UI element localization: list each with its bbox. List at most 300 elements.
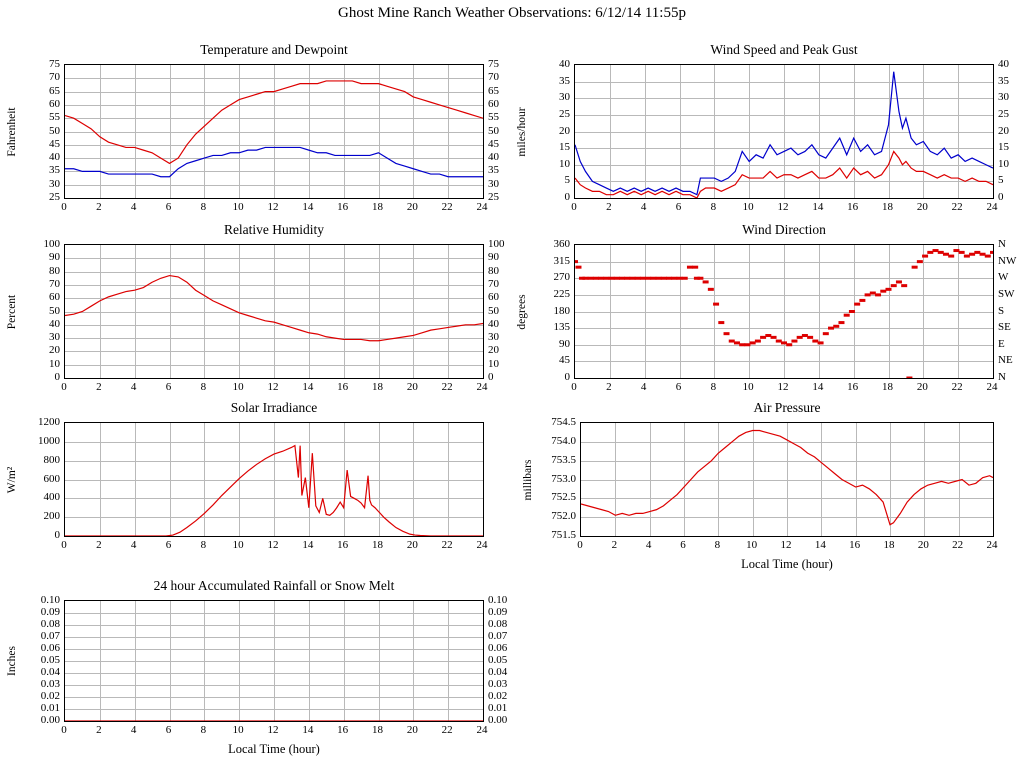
data-marker: [870, 292, 876, 295]
x-tick-label: 24: [986, 539, 998, 551]
data-marker: [776, 340, 782, 343]
x-tick-label: 10: [742, 201, 754, 213]
y-tick-label-left: 90: [49, 251, 60, 264]
y-axis-label-wind_direction: degrees: [516, 293, 528, 330]
y-tick-label-right: E: [998, 337, 1005, 350]
y-tick-label-left: 600: [43, 472, 60, 485]
data-marker: [682, 277, 688, 280]
x-tick-label: 24: [476, 539, 488, 551]
series-line-peak-gust: [575, 72, 993, 195]
y-tick-label-right: 0.00: [488, 714, 508, 726]
x-tick-label: 14: [814, 539, 826, 551]
y-axis-label-wind_speed: miles/hour: [516, 106, 528, 157]
chart-panel-humidity: [6, 222, 508, 393]
chart-title-solar: Solar Irradiance: [230, 400, 318, 415]
plot-area-rainfall: [64, 600, 484, 722]
y-tick-label-right: 10: [998, 157, 1009, 170]
x-tick-label: 8: [200, 539, 207, 551]
data-marker: [938, 251, 944, 254]
x-tick-label: 6: [165, 201, 172, 213]
x-tick-label: 14: [812, 381, 824, 393]
data-marker: [645, 277, 651, 280]
series-line-relative-humidity: [65, 276, 483, 341]
data-marker: [802, 334, 808, 337]
y-tick-label-left: 65: [49, 84, 60, 97]
x-tick-label: 22: [441, 381, 453, 393]
y-tick-label-right: 35: [488, 164, 499, 177]
x-tick-label: 24: [476, 381, 488, 393]
data-marker: [661, 277, 667, 280]
data-marker: [844, 314, 850, 317]
data-marker: [697, 277, 703, 280]
y-tick-label-left: 30: [49, 331, 60, 344]
plot-area-wind_direction: [574, 244, 994, 379]
y-tick-label-left: 200: [43, 510, 60, 523]
x-tick-label: 6: [675, 381, 682, 393]
data-marker: [974, 251, 980, 254]
y-tick-label-left: 400: [43, 491, 60, 504]
data-marker: [744, 343, 750, 346]
x-tick-label: 16: [337, 539, 349, 551]
y-tick-label-left: 20: [559, 124, 570, 137]
x-tick-label: 16: [337, 724, 349, 736]
data-marker: [588, 277, 594, 280]
series-layer-pressure: [581, 423, 993, 536]
x-tick-label: 18: [372, 201, 383, 213]
x-tick-label: 14: [812, 201, 824, 213]
y-tick-label-left: 0.03: [40, 678, 60, 690]
x-tick-label: 10: [746, 539, 758, 551]
y-tick-label-right: 20: [488, 344, 499, 357]
x-tick-label: 4: [640, 201, 647, 213]
y-tick-label-right: 25: [998, 107, 1009, 120]
x-tick-label: 0: [577, 539, 583, 551]
series-line-dewpoint: [65, 147, 483, 176]
data-marker: [692, 266, 698, 269]
y-tick-label-left: 0.00: [40, 714, 60, 726]
y-axis-label-temperature: Fahrenheit: [6, 106, 18, 157]
data-marker: [859, 299, 865, 302]
x-tick-label: 4: [130, 381, 137, 393]
page-title: Ghost Mine Ranch Weather Observations: 6/12/14 11:55p: [338, 5, 686, 21]
y-tick-label-right: N: [998, 371, 1006, 383]
y-tick-label-left: 0.04: [40, 666, 60, 678]
y-tick-label-left: 180: [553, 304, 570, 317]
chart-panel-rainfall: [8, 578, 508, 768]
y-tick-label-left: 80: [49, 264, 60, 277]
x-tick-label: 22: [952, 539, 964, 551]
data-marker: [739, 343, 745, 346]
chart-title-humidity: Relative Humidity: [223, 222, 325, 237]
y-tick-label-left: 225: [553, 287, 570, 300]
data-marker: [575, 260, 578, 263]
x-tick-label: 22: [951, 201, 963, 213]
y-tick-label-right: 40: [488, 151, 499, 164]
x-tick-label: 6: [165, 381, 172, 393]
y-tick-label-left: 45: [559, 354, 570, 367]
y-tick-label-right: 60: [488, 97, 499, 110]
y-tick-label-right: 0.05: [488, 654, 508, 666]
x-tick-label: 18: [883, 539, 895, 551]
y-tick-label-left: 0.05: [40, 654, 60, 666]
chart-title-wind_direction: Wind Direction: [742, 222, 826, 237]
y-tick-label-right: 0.07: [488, 630, 508, 642]
x-tick-label: 12: [777, 201, 789, 213]
plot-area-pressure: [580, 422, 994, 537]
data-marker: [922, 255, 928, 258]
y-tick-label-left: 35: [559, 74, 570, 87]
x-tick-label: 4: [130, 201, 137, 213]
x-tick-label: 8: [200, 381, 207, 393]
y-tick-label-left: 360: [553, 238, 570, 250]
data-marker: [886, 288, 892, 291]
x-tick-label: 4: [640, 381, 647, 393]
y-tick-label-left: 10: [49, 357, 60, 370]
x-tick-label: 16: [849, 539, 861, 551]
y-tick-label-left: 0.01: [40, 702, 60, 714]
data-marker: [629, 277, 635, 280]
x-tick-label: 0: [61, 539, 67, 551]
x-tick-label: 8: [200, 724, 207, 736]
x-tick-label: 4: [130, 724, 137, 736]
y-tick-label-left: 20: [49, 344, 60, 357]
data-marker: [812, 340, 818, 343]
y-tick-label-left: 0.10: [40, 594, 60, 606]
data-marker: [765, 334, 771, 337]
data-marker: [724, 332, 730, 335]
x-tick-label: 8: [200, 201, 207, 213]
x-tick-label: 24: [476, 201, 488, 213]
data-marker: [624, 277, 630, 280]
data-marker: [640, 277, 646, 280]
y-axis-label-pressure: millibars: [522, 459, 534, 500]
y-tick-label-left: 752.0: [551, 510, 576, 523]
y-tick-label-left: 70: [49, 71, 60, 84]
data-marker: [598, 277, 604, 280]
y-tick-label-left: 0.06: [40, 642, 60, 654]
series-layer-temperature: [65, 65, 483, 198]
chart-panel-wind-speed: [516, 42, 1018, 213]
y-tick-label-left: 45: [49, 137, 60, 150]
series-line-wind-speed: [575, 151, 993, 198]
x-tick-label: 6: [165, 724, 172, 736]
data-marker: [953, 249, 959, 252]
y-tick-label-right: 50: [488, 124, 499, 137]
y-axis-label-humidity: Percent: [6, 294, 18, 329]
x-tick-label: 18: [372, 724, 383, 736]
data-marker: [708, 288, 714, 291]
data-marker: [959, 251, 965, 254]
x-tick-label: 20: [916, 201, 928, 213]
y-tick-label-left: 60: [49, 291, 60, 304]
data-marker: [609, 277, 615, 280]
series-layer-wind_direction: [575, 245, 993, 378]
y-tick-label-left: 1000: [38, 434, 60, 447]
y-tick-label-left: 0.09: [40, 606, 60, 618]
data-marker: [948, 255, 954, 258]
x-axis-label-rainfall: Local Time (hour): [228, 742, 320, 756]
y-tick-label-right: 80: [488, 264, 499, 277]
x-tick-label: 6: [675, 201, 682, 213]
y-tick-label-right: 0.06: [488, 642, 508, 654]
data-marker: [786, 343, 792, 346]
x-tick-label: 18: [372, 539, 383, 551]
x-tick-label: 0: [571, 381, 577, 393]
y-tick-label-right: 20: [998, 124, 1009, 137]
y-tick-label-right: 55: [488, 111, 499, 124]
y-tick-label-left: 70: [49, 277, 60, 290]
y-tick-label-right: 50: [488, 304, 499, 317]
data-marker: [912, 266, 918, 269]
y-tick-label-left: 0: [564, 191, 570, 203]
y-tick-label-left: 100: [43, 238, 60, 250]
y-axis-label-solar: W/m²: [6, 466, 18, 493]
x-tick-label: 22: [441, 539, 453, 551]
data-marker: [980, 253, 986, 256]
y-tick-label-right: 30: [488, 177, 499, 190]
x-tick-label: 20: [406, 201, 418, 213]
x-tick-label: 2: [96, 201, 102, 213]
y-tick-label-right: 45: [488, 137, 499, 150]
x-tick-label: 10: [742, 381, 754, 393]
x-tick-label: 16: [847, 201, 859, 213]
x-tick-label: 14: [302, 381, 314, 393]
plot-area-solar: [64, 422, 484, 537]
series-line-temperature: [65, 81, 483, 163]
x-tick-label: 22: [441, 201, 453, 213]
y-tick-label-right: 40: [488, 317, 499, 330]
chart-title-temperature: Temperature and Dewpoint: [200, 42, 348, 57]
y-tick-label-right: 0: [998, 191, 1004, 203]
series-line-solar-irradiance: [65, 446, 483, 536]
data-marker: [906, 377, 912, 379]
y-tick-label-right: 70: [488, 277, 499, 290]
x-tick-label: 8: [710, 201, 717, 213]
x-tick-label: 2: [606, 201, 612, 213]
data-marker: [797, 336, 803, 339]
y-tick-label-right: 5: [998, 174, 1004, 187]
data-marker: [823, 332, 829, 335]
x-tick-label: 6: [680, 539, 686, 551]
data-marker: [990, 251, 993, 254]
x-tick-label: 24: [986, 201, 998, 213]
y-tick-label-left: 10: [559, 157, 570, 170]
y-tick-label-right: 30: [488, 331, 499, 344]
x-tick-label: 12: [777, 381, 789, 393]
x-tick-label: 0: [571, 201, 577, 213]
x-tick-label: 14: [302, 539, 314, 551]
y-tick-label-left: 90: [559, 337, 570, 350]
x-tick-label: 16: [337, 381, 349, 393]
y-tick-label-left: 40: [559, 58, 570, 70]
y-tick-label-left: 30: [49, 177, 60, 190]
y-tick-label-left: 753.5: [551, 453, 576, 466]
y-tick-label-left: 0.08: [40, 618, 60, 630]
series-line-air-pressure: [581, 431, 993, 525]
x-tick-label: 24: [476, 724, 488, 736]
data-marker: [734, 341, 740, 344]
x-tick-label: 20: [406, 539, 418, 551]
data-marker: [896, 280, 902, 283]
x-tick-label: 8: [714, 539, 721, 551]
y-tick-label-left: 754.5: [551, 416, 576, 428]
y-tick-label-left: 50: [49, 124, 60, 137]
data-marker: [677, 277, 683, 280]
plot-area-temperature: [64, 64, 484, 199]
x-tick-label: 18: [372, 381, 383, 393]
data-marker: [818, 341, 824, 344]
x-tick-label: 0: [61, 381, 67, 393]
y-tick-label-left: 1200: [38, 416, 60, 428]
y-tick-label-left: 270: [553, 271, 570, 284]
y-tick-label-right: 0.10: [488, 594, 508, 606]
x-tick-label: 18: [882, 381, 893, 393]
data-marker: [619, 277, 625, 280]
y-tick-label-right: 100: [488, 238, 505, 250]
y-tick-label-left: 753.0: [551, 472, 576, 485]
y-tick-label-right: 0.04: [488, 666, 508, 678]
x-tick-label: 20: [406, 381, 418, 393]
y-tick-label-right: 40: [998, 58, 1009, 70]
y-tick-label-left: 50: [49, 304, 60, 317]
chart-title-pressure: Air Pressure: [753, 400, 821, 415]
x-tick-label: 20: [917, 539, 929, 551]
y-tick-label-right: SE: [998, 321, 1011, 334]
y-tick-label-left: 40: [49, 151, 60, 164]
y-tick-label-left: 35: [49, 164, 60, 177]
data-marker: [854, 303, 860, 306]
x-tick-label: 16: [847, 381, 859, 393]
x-tick-label: 6: [165, 539, 172, 551]
y-tick-label-right: NE: [998, 354, 1013, 367]
data-marker: [875, 293, 881, 296]
data-marker: [635, 277, 641, 280]
y-tick-label-right: NW: [998, 254, 1017, 267]
y-tick-label-right: 75: [488, 58, 499, 70]
y-tick-label-left: 0.02: [40, 690, 60, 702]
x-tick-label: 2: [96, 381, 102, 393]
x-tick-label: 12: [267, 381, 279, 393]
series-layer-humidity: [65, 245, 483, 378]
data-marker: [807, 336, 813, 339]
chart-panel-wind-direction: [516, 222, 1018, 393]
data-marker: [781, 341, 787, 344]
y-tick-label-right: 70: [488, 71, 499, 84]
data-marker: [828, 327, 834, 330]
data-marker: [614, 277, 620, 280]
x-tick-label: 12: [780, 539, 792, 551]
y-tick-label-right: 60: [488, 291, 499, 304]
series-layer-solar: [65, 423, 483, 536]
chart-title-rainfall: 24 hour Accumulated Rainfall or Snow Melt: [153, 578, 395, 593]
data-marker: [575, 266, 581, 269]
x-tick-label: 12: [267, 201, 279, 213]
y-tick-label-right: 0.02: [488, 690, 508, 702]
x-tick-label: 20: [406, 724, 418, 736]
y-tick-label-right: 15: [998, 141, 1009, 154]
plot-area-wind_speed: [574, 64, 994, 199]
y-tick-label-left: 15: [559, 141, 570, 154]
data-marker: [927, 251, 933, 254]
data-marker: [687, 266, 693, 269]
data-marker: [901, 284, 907, 287]
data-marker: [771, 336, 777, 339]
data-marker: [791, 340, 797, 343]
y-tick-label-left: 5: [564, 174, 570, 187]
y-tick-label-left: 754.0: [551, 434, 576, 447]
data-marker: [985, 255, 991, 258]
data-marker: [865, 293, 871, 296]
chart-panel-solar: [8, 400, 508, 575]
y-tick-label-right: 30: [998, 91, 1009, 104]
y-tick-label-left: 25: [49, 191, 60, 203]
data-marker: [666, 277, 672, 280]
y-tick-label-right: SW: [998, 287, 1015, 300]
data-marker: [729, 340, 735, 343]
data-marker: [582, 277, 588, 280]
plot-area-humidity: [64, 244, 484, 379]
data-marker: [750, 341, 756, 344]
x-tick-label: 12: [267, 539, 279, 551]
y-tick-label-right: 0.08: [488, 618, 508, 630]
y-tick-label-right: 25: [488, 191, 499, 203]
y-tick-label-right: 0.01: [488, 702, 508, 714]
y-tick-label-right: 10: [488, 357, 499, 370]
x-tick-label: 18: [882, 201, 893, 213]
data-marker: [969, 253, 975, 256]
data-marker: [917, 260, 923, 263]
x-tick-label: 10: [232, 539, 244, 551]
data-marker: [849, 310, 855, 313]
x-tick-label: 10: [232, 724, 244, 736]
y-tick-label-right: 90: [488, 251, 499, 264]
x-tick-label: 16: [337, 201, 349, 213]
series-layer-wind_speed: [575, 65, 993, 198]
y-tick-label-left: 752.5: [551, 491, 576, 504]
x-tick-label: 0: [61, 201, 67, 213]
y-tick-label-right: 35: [998, 74, 1009, 87]
y-tick-label-left: 0.07: [40, 630, 60, 642]
x-tick-label: 2: [611, 539, 618, 551]
x-tick-label: 2: [96, 539, 102, 551]
data-marker: [891, 284, 897, 287]
data-marker: [880, 290, 886, 293]
data-marker: [964, 255, 970, 258]
y-tick-label-left: 0: [54, 371, 60, 383]
y-tick-label-left: 25: [559, 107, 570, 120]
y-axis-label-rainfall: Inches: [6, 645, 18, 677]
x-tick-label: 24: [986, 381, 998, 393]
y-tick-label-right: 0.09: [488, 606, 508, 618]
data-marker: [593, 277, 599, 280]
chart-panel-pressure: [518, 400, 1018, 590]
x-tick-label: 14: [302, 724, 314, 736]
y-tick-label-left: 315: [553, 254, 570, 267]
x-tick-label: 20: [916, 381, 928, 393]
data-marker: [718, 321, 724, 324]
y-tick-label-left: 30: [559, 91, 570, 104]
chart-title-wind_speed: Wind Speed and Peak Gust: [710, 42, 858, 57]
x-tick-label: 4: [130, 539, 137, 551]
x-axis-label-pressure: Local Time (hour): [741, 557, 833, 571]
y-tick-label-right: 0.03: [488, 678, 508, 690]
series-layer-rainfall: [65, 601, 483, 721]
data-marker: [703, 280, 709, 283]
data-marker: [833, 325, 839, 328]
data-marker: [933, 249, 939, 252]
y-tick-label-left: 0: [564, 371, 570, 383]
data-marker: [650, 277, 656, 280]
